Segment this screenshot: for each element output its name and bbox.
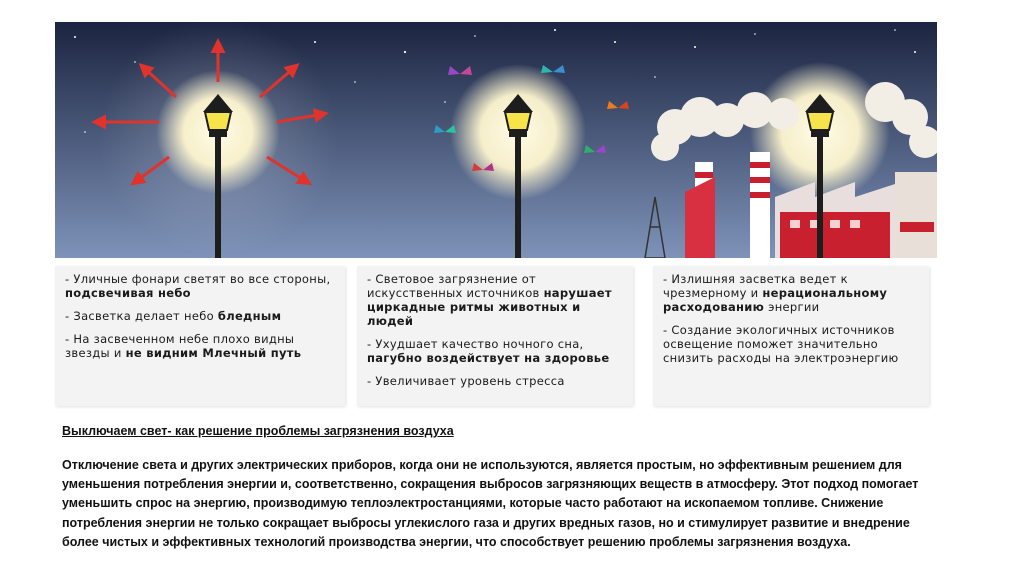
panel-bullet [65, 309, 335, 323]
bullet-text: - Создание экологичных источников освещение поможет значительно снизить расходы на электроэнергию [663, 323, 899, 365]
panel-bullet [663, 272, 919, 314]
info-panel-sky-glow [55, 266, 345, 406]
bullet-text: - Излишняя засветка ведет к чрезмерному и [663, 272, 848, 300]
section-heading: Выключаем свет- как решение проблемы загрязнения воздуха [62, 424, 454, 438]
bullet-emphasis: не видним Млечный путь [125, 346, 302, 360]
panel-bullet [65, 272, 335, 300]
bullet-text: энергии [764, 300, 820, 314]
bullet-emphasis: подсвечивая небо [65, 286, 191, 300]
bullet-text: - Уличные фонари светят во все стороны, [65, 272, 331, 286]
bullet-text: - Ухудшает качество ночного сна, [367, 337, 584, 351]
bullet-emphasis: пагубно воздействует на здоровье [367, 351, 610, 365]
bullet-text: - Увеличивает уровень стресса [367, 374, 565, 388]
panel-bullet [367, 374, 623, 388]
panel-bullet [367, 337, 623, 365]
panel-bullet [663, 323, 919, 365]
bullet-emphasis: бледным [217, 309, 282, 323]
bullet-text: - Засветка делает небо [65, 309, 218, 323]
body-paragraph: Отключение света и других электрических приборов, когда они не используются, является простым, но эффективным решением для уменьшения потребления энергии и, соответственно, сокращения выбросов загрязняющих веществ в атмосферу. Этот подход помогает уменьшить спрос на энергию, производимую теплоэлектростанциями, которые часто работают на ископаемом топливе. Снижение потребления энергии не только сокращает выбросы углекислого газа и других вредных газов, но и стимулирует развитие и внедрение более чистых и эффективных технологий производства энергии, что способствует решению проблемы загрязнения воздуха. [62, 458, 919, 549]
panel-bullet [65, 332, 335, 360]
panel-bullet [367, 272, 623, 328]
light-pollution-illustration [55, 22, 937, 258]
info-panel-energy [653, 266, 929, 406]
bullet-text: - На засвеченном небе плохо видны звезды и [65, 332, 295, 360]
bullet-emphasis: нерациональному расходованию [663, 286, 888, 314]
info-panel-health [357, 266, 633, 406]
bullet-text: - Световое загрязнение от искусственных источников [367, 272, 544, 300]
bullet-emphasis: нарушает циркадные ритмы животных и людей [367, 286, 612, 328]
